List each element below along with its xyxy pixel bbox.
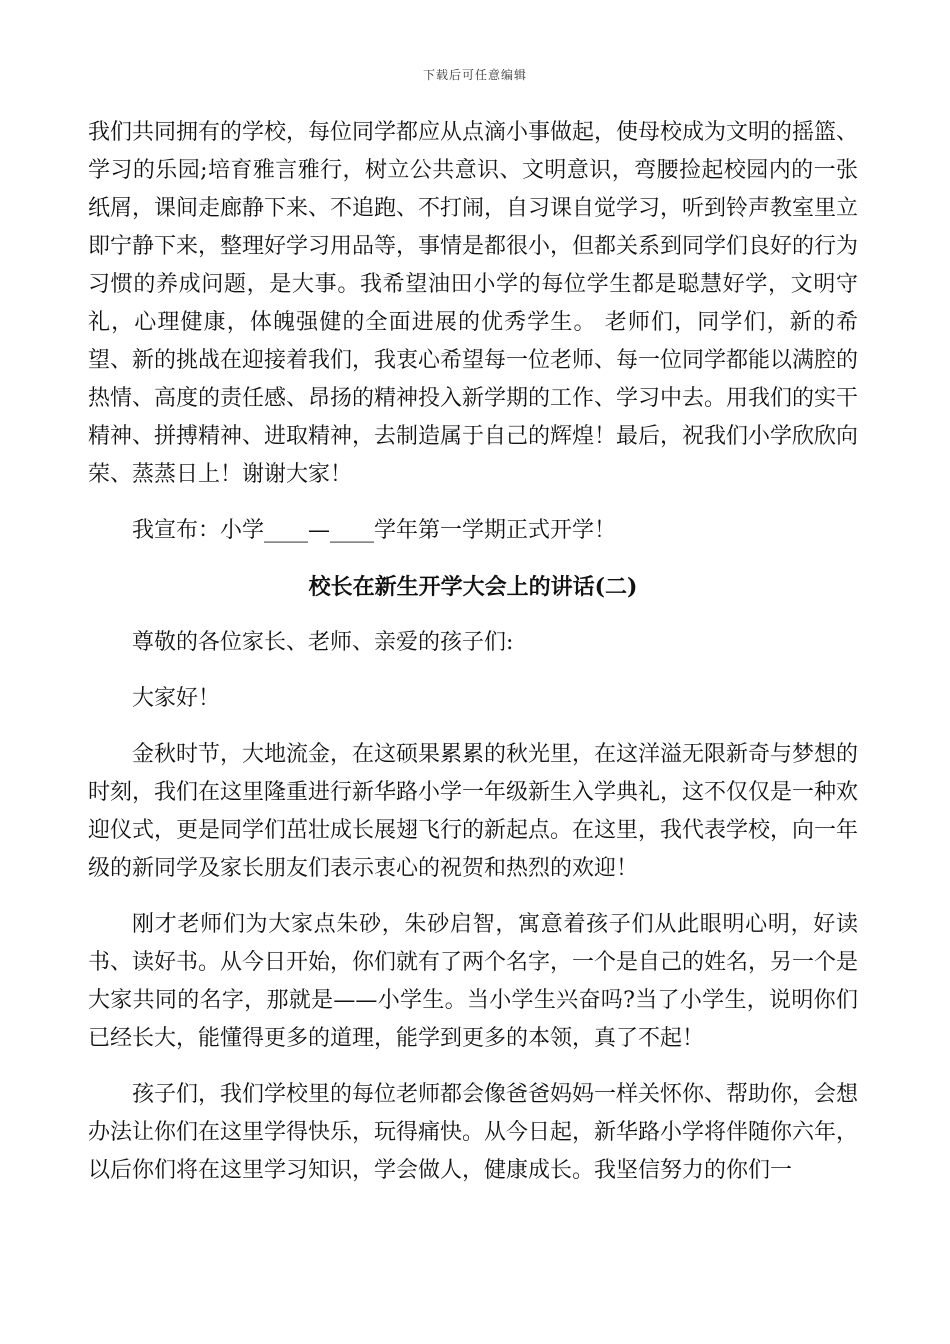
paragraph-continued: 我们共同拥有的学校，每位同学都应从点滴小事做起，使母校成为文明的摇篮、学习的乐园;培育雅言雅行，树立公共意识、文明意识，弯腰捡起校园内的一张纸屑，课间走廊静下来、不追跑、不打闹，自习课自觉学习，听到铃声教室里立即宁静下来，整理好学习用品等，事情是都很小，但都关系到同学们良好的行为习惯的养成问题，是大事。我希望油田小学的每位学生都是聪慧好学，文明守礼，心理健康，体魄强健的全面进展的优秀学生。 老师们，同学们，新的希望、新的挑战在迎接着我们，我衷心希望每一位老师、每一位同学都能以满腔的热情、高度的责任感、昂扬的精神投入新学期的工作、学习中去。用我们的实干精神、拼搏精神、进取精神，去制造属于自己的辉煌！最后，祝我们小学欣欣向荣、蒸蒸日上！谢谢大家！ (88, 120, 859, 487)
paragraph-body: 刚才老师们为大家点朱砂，朱砂启智，寓意着孩子们从此眼明心明，好读书、读好书。从今日开始，你们就有了两个名字，一个是自己的姓名，另一个是大家共同的名字，那就是——小学生。当小学生兴奋吗?当了小学生，说明你们已经长大，能懂得更多的道理，能学到更多的本领，真了不起！ (88, 912, 859, 1051)
header-note: 下载后可任意编辑 (422, 68, 527, 82)
section-title: 校长在新生开学大会上的讲话(二) (308, 574, 638, 600)
paragraph-body: 金秋时节，大地流金，在这硕果累累的秋光里，在这洋溢无限新奇与梦想的时刻，我们在这里隆重进行新华路小学一年级新生入学典礼，这不仅仅是一种欢迎仪式，更是同学们茁壮成长展翅飞行的新起点。在这里，我代表学校，向一年级的新同学及家长朋友们表示衷心的祝贺和热烈的欢迎！ (88, 742, 859, 881)
paragraph-greeting: 大家好！ (132, 686, 221, 711)
paragraph-body: 孩子们，我们学校里的每位老师都会像爸爸妈妈一样关怀你、帮助你，会想办法让你们在这里学得快乐，玩得痛快。从今日起，新华路小学将伴随你六年，以后你们将在这里学习知识，学会做人，健康成长。我坚信努力的你们一 (88, 1082, 859, 1183)
paragraph-salutation: 尊敬的各位家长、老师、亲爱的孩子们: (132, 630, 514, 655)
paragraph-announcement: 我宣布：小学____—____学年第一学期正式开学！ (132, 518, 617, 543)
document-body (88, 114, 858, 1208)
